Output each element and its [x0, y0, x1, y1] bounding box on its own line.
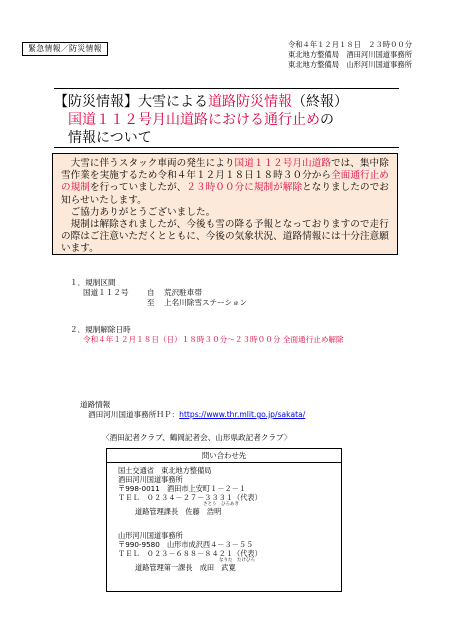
notice-body — [52, 153, 398, 255]
title-line-3 — [54, 129, 348, 147]
body-text: では、集中除雪作業を実施するため令和４年１２月１８日１８時３０分から — [61, 158, 389, 182]
section-2-value: 令和４年１２月１８日（日）１８時３０分～２３時００分 全面通行止め解除 — [83, 335, 344, 344]
contact-address-1: 〒998-0011 酒田市上安町１－２－１ — [118, 484, 247, 493]
emergency-tag — [22, 42, 108, 56]
contact-org: 国土交通省 東北地方整備局 — [118, 466, 212, 475]
contact-address-2: 〒990-9580 山形市成沢西４－３－５５ — [118, 540, 254, 549]
press-clubs: 〈酒田記者クラブ、鶴岡記者会、山形県政記者クラブ〉 — [102, 433, 292, 442]
header-office-sakata: 東北地方整備局 酒田河川国道事務所 — [287, 50, 412, 59]
header-date: 令和４年１２月１８日 ２３時００分 — [287, 40, 412, 49]
body-red-lifted: ２３時００分に規制が解除 — [186, 182, 303, 194]
body-text: となりましたのでお知らせいたします。 — [61, 182, 389, 206]
section-2-title: ２．規制解除日時 — [70, 325, 131, 334]
road-info-label: 道路情報 — [80, 400, 111, 409]
road-info-line — [88, 410, 305, 420]
section-1-from-label: 自 — [147, 288, 155, 297]
title-bottom-rule — [54, 147, 399, 148]
contact-ruby-2: なりた たけひろ — [219, 558, 255, 563]
contact-box — [106, 448, 342, 592]
body-red-closure: 全面通行止めの規制 — [61, 170, 389, 194]
road-info-text: 酒田河川国道事務所ＨＰ： — [88, 410, 180, 419]
contact-office-1: 酒田河川国道事務所 — [118, 475, 183, 484]
title-red-2: 国道１１２号月山道路における通行止め — [68, 112, 320, 128]
contact-person-1: 道路管理課長 佐藤 浩明 — [135, 507, 222, 516]
section-1-title: １．規制区間 — [70, 278, 116, 287]
contact-person-2: 道路管理第一課長 成田 武寛 — [135, 563, 236, 572]
contact-tel-1: ＴＥＬ ０２３４－２７－３３３１（代表） — [118, 493, 262, 502]
section-1-to-label: 至 — [147, 298, 155, 307]
body-text: を行っていましたが、 — [89, 182, 187, 194]
contact-office-2: 山形河川国道事務所 — [118, 531, 183, 540]
contact-heading: 問い合わせ先 — [107, 449, 341, 463]
section-1-from-value: 荒沢駐車帯 — [164, 288, 202, 297]
title-line-2 — [54, 111, 348, 129]
section-1-to-value: 上名川除雪ステーション — [164, 298, 248, 307]
notice-paragraph-2: ご協力ありがとうございました。 — [70, 206, 216, 218]
title-red-1: 道路防災情報 — [208, 94, 292, 110]
document-title — [54, 93, 348, 147]
title-line-1 — [54, 93, 348, 111]
notice-paragraph-3: 規制は解除されましたが、今後も雪の降る予報となっておりますので走行の際はご注意いただくとともに、今後の気象状況、道路情報には十分注意願います。 — [61, 219, 389, 255]
road-info-link[interactable]: https://www.thr.mlit.go.jp/sakata/ — [179, 410, 306, 419]
emergency-tag-label: 緊急情報／防災情報 — [28, 44, 102, 53]
contact-ruby-1: さとう ひろあき — [203, 502, 239, 507]
title-prefix: 【防災情報】大雪による — [54, 94, 208, 110]
header-office-yamagata: 東北地方整備局 山形河川国道事務所 — [287, 60, 412, 69]
title-suffix-2: の — [320, 112, 334, 128]
section-1-route: 国道１１２号 — [83, 288, 129, 297]
body-text: 大雪に伴うスタック車両の発生により — [70, 158, 235, 169]
notice-paragraph-1 — [61, 158, 391, 207]
title-line-3-text: 情報について — [68, 130, 152, 146]
title-top-rule — [54, 88, 399, 89]
contact-tel-2: ＴＥＬ ０２３－６８８－８４２１（代表） — [118, 549, 262, 558]
body-red-route: 国道１１２号月山道路 — [234, 158, 331, 169]
title-suffix: （終報） — [292, 94, 348, 110]
